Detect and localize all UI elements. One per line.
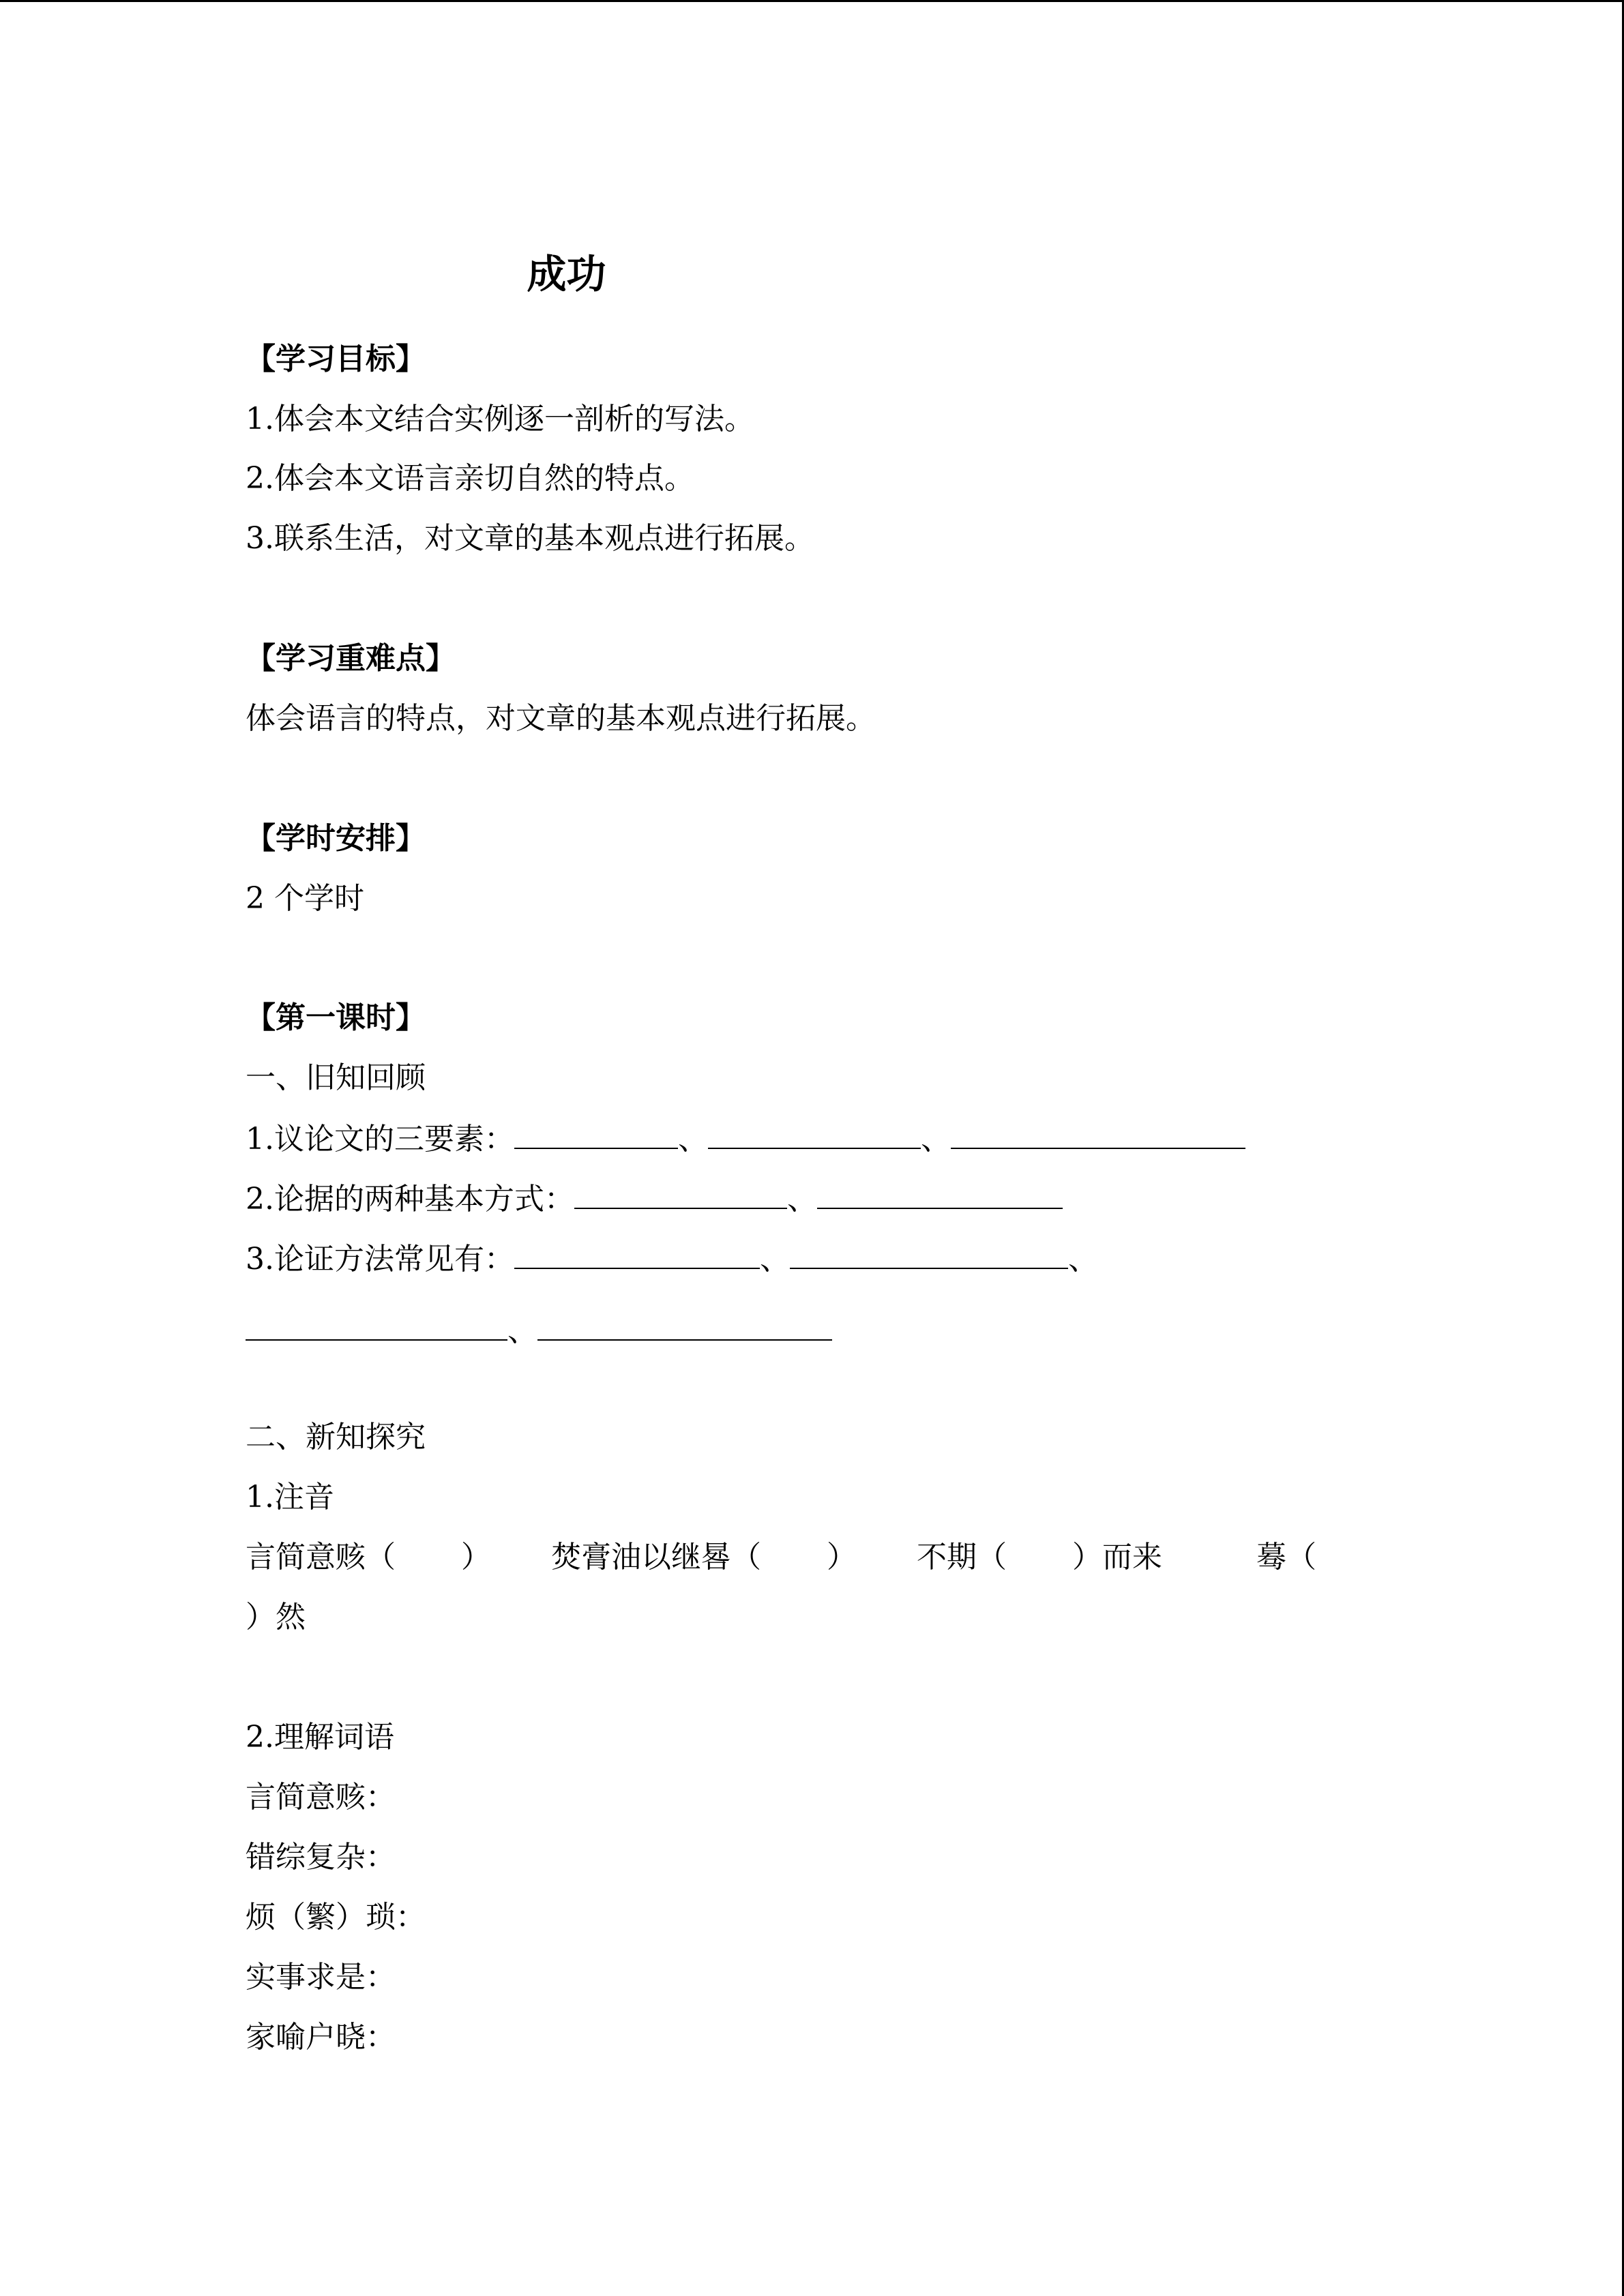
document-title: 成功: [527, 251, 606, 297]
separator: 、: [759, 1242, 790, 1277]
answer-blank[interactable]: [951, 1118, 1245, 1149]
goals-heading: 【学习目标】: [246, 342, 426, 376]
answer-blank[interactable]: [246, 1309, 507, 1341]
separator: 、: [507, 1313, 537, 1348]
pinyin-word-1: [246, 1540, 491, 1575]
review-question-1: [246, 1118, 1245, 1159]
review-question-3-continued: [246, 1309, 832, 1350]
explore-heading: 二、新知探究: [246, 1420, 426, 1455]
separator: 、: [920, 1122, 951, 1157]
pinyin-word-1-close: ）: [461, 1540, 491, 1575]
pinyin-word-1-text: 言简意赅（: [246, 1540, 396, 1575]
separator: 、: [677, 1122, 708, 1157]
pinyin-word-3: [917, 1540, 1162, 1575]
review-question-2: [246, 1178, 1063, 1219]
pinyin-word-3-text: 不期（: [917, 1540, 1007, 1575]
schedule-text: 2 个学时: [246, 881, 364, 916]
pinyin-word-2-close: ）: [827, 1540, 857, 1575]
pinyin-word-4-end: ）然: [246, 1600, 306, 1635]
pinyin-row: [246, 1537, 1391, 1578]
goal-item-3: 3.联系生活，对文章的基本观点进行拓展。: [246, 521, 814, 556]
key-points-heading: 【学习重难点】: [246, 641, 456, 676]
answer-blank[interactable]: [790, 1238, 1068, 1269]
vocab-item-2: 错综复杂：: [246, 1840, 396, 1875]
vocab-item-4: 实事求是：: [246, 1960, 396, 1995]
review-question-3: [246, 1238, 1098, 1279]
answer-blank[interactable]: [708, 1118, 921, 1149]
answer-blank[interactable]: [514, 1238, 760, 1269]
vocab-item-5: 家喻户晓：: [246, 2020, 396, 2055]
vocab-item-1: 言简意赅：: [246, 1780, 396, 1815]
review-question-2-label: 2.论据的两种基本方式：: [246, 1182, 574, 1217]
review-question-3-label: 3.论证方法常见有：: [246, 1242, 514, 1277]
pinyin-label: 1.注音: [246, 1480, 334, 1515]
vocab-item-3: 烦（繁）琐：: [246, 1900, 426, 1935]
key-points-text: 体会语言的特点，对文章的基本观点进行拓展。: [246, 701, 876, 736]
separator: 、: [1067, 1242, 1098, 1277]
page-border-top: [0, 0, 1624, 2]
pinyin-word-4-start: 蓦（: [1256, 1540, 1316, 1575]
lesson1-heading: 【第一课时】: [246, 1000, 426, 1035]
answer-blank[interactable]: [514, 1118, 678, 1149]
answer-blank[interactable]: [817, 1178, 1063, 1209]
pinyin-word-2: [551, 1540, 857, 1575]
pinyin-word-3-close: ）而来: [1072, 1540, 1162, 1575]
review-heading: 一、旧知回顾: [246, 1060, 426, 1095]
vocab-label: 2.理解词语: [246, 1720, 394, 1755]
schedule-heading: 【学时安排】: [246, 821, 426, 856]
goal-item-1: 1.体会本文结合实例逐一剖析的写法。: [246, 402, 754, 436]
goal-item-2: 2.体会本文语言亲切自然的特点。: [246, 461, 694, 496]
pinyin-word-2-text: 焚膏油以继晷（: [551, 1540, 761, 1575]
answer-blank[interactable]: [537, 1309, 832, 1341]
answer-blank[interactable]: [574, 1178, 787, 1209]
review-question-1-label: 1.议论文的三要素：: [246, 1122, 514, 1157]
separator: 、: [786, 1182, 817, 1217]
